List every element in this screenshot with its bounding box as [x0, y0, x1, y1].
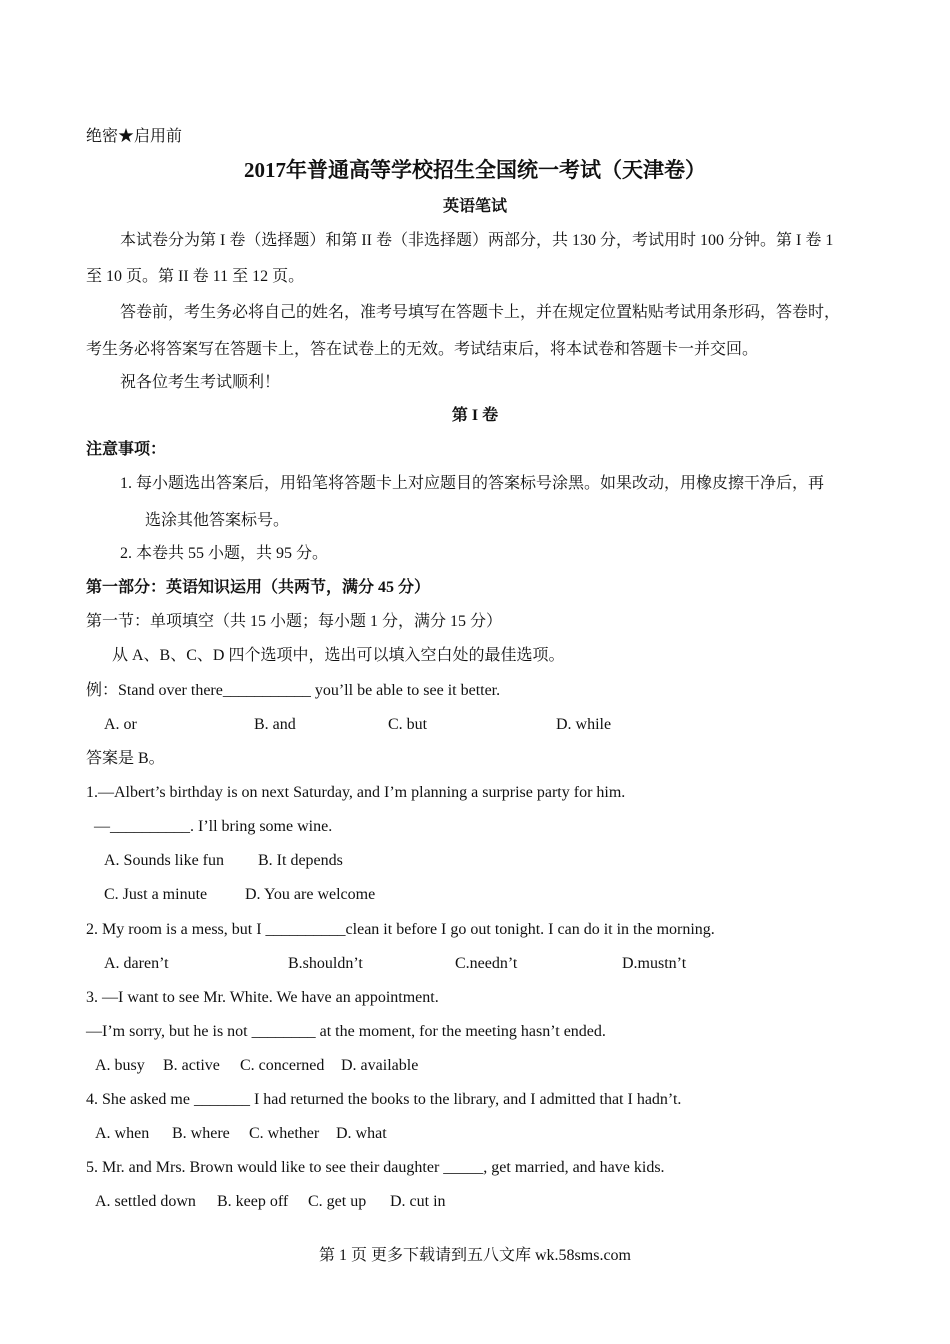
question-1-option-b: B. It depends [258, 852, 343, 869]
question-3-option-b: B. active [163, 1057, 220, 1074]
volume-title: 第 I 卷 [451, 407, 499, 424]
secrecy-label: 绝密★启用前 [86, 128, 183, 145]
question-1-option-d: D. You are welcome [245, 886, 376, 903]
question-3-option-a: A. busy [95, 1057, 145, 1074]
question-3-line-2: —I’m sorry, but he is not ________ at the moment, for the meeting hasn’t ended. [86, 1023, 606, 1040]
question-3-option-c: C. concerned [240, 1057, 325, 1074]
question-5-option-a: A. settled down [95, 1193, 196, 1210]
intro-paragraph-2-line-1: 答卷前，考生务必将自己的姓名，准考号填写在答题卡上，并在规定位置粘贴考试用条形码，答卷时， [120, 304, 841, 321]
example-option-d: D. while [556, 716, 612, 733]
notes-item-1-line-2: 选涂其他答案标号。 [145, 512, 290, 529]
question-5-line-1: 5. Mr. and Mrs. Brown would like to see their daughter _____, get married, and have kids. [86, 1159, 665, 1176]
question-2-option-c: C.needn’t [455, 955, 518, 972]
question-4-line-1: 4. She asked me _______ I had returned the books to the library, and I admitted that I hadn’t. [86, 1091, 682, 1108]
question-5-option-c: C. get up [308, 1193, 367, 1210]
question-4-option-c: C. whether [249, 1125, 320, 1142]
page-footer: 第 1 页 更多下载请到五八文库 wk.58sms.com [318, 1247, 631, 1264]
example-option-c: C. but [388, 716, 428, 733]
section-1-instruction: 从 A、B、C、D 四个选项中，选出可以填入空白处的最佳选项。 [112, 647, 565, 664]
question-2-line-1: 2. My room is a mess, but I __________clean it before I go out tonight. I can do it in the morning. [86, 921, 715, 938]
intro-paragraph-1-line-1: 本试卷分为第 I 卷（选择题）和第 II 卷（非选择题）两部分，共 130 分，考试用时 100 分钟。第 I 卷 1 [120, 232, 834, 249]
section-1-heading: 第一节：单项填空（共 15 小题；每小题 1 分，满分 15 分） [86, 613, 503, 630]
question-5-option-d: D. cut in [390, 1193, 446, 1210]
question-2-option-d: D.mustn’t [622, 955, 687, 972]
page-title: 2017年普通高等学校招生全国统一考试（天津卷） [244, 158, 706, 182]
part-1-heading: 第一部分：英语知识运用（共两节，满分 45 分） [86, 579, 431, 596]
question-4-option-b: B. where [172, 1125, 230, 1142]
question-4-option-a: A. when [95, 1125, 150, 1142]
question-1-option-a: A. Sounds like fun [104, 852, 224, 869]
example-option-a: A. or [104, 716, 137, 733]
notes-item-1-line-1: 1. 每小题选出答案后，用铅笔将答题卡上对应题目的答案标号涂黑。如果改动，用橡皮擦干净后，再 [120, 475, 825, 492]
example-answer: 答案是 B。 [86, 750, 165, 767]
question-1-option-c: C. Just a minute [104, 886, 208, 903]
question-4-option-d: D. what [336, 1125, 387, 1142]
question-2-option-b: B.shouldn’t [288, 955, 363, 972]
question-5-option-b: B. keep off [217, 1193, 289, 1210]
question-1-line-2: —__________. I’ll bring some wine. [94, 818, 333, 835]
notes-heading: 注意事项： [86, 441, 167, 458]
intro-wishes: 祝各位考生考试顺利！ [120, 374, 281, 391]
question-3-option-d: D. available [341, 1057, 419, 1074]
example-option-b: B. and [254, 716, 296, 733]
question-1-line-1: 1.—Albert’s birthday is on next Saturday, and I’m planning a surprise party for him. [86, 784, 626, 801]
paper-subtitle: 英语笔试 [442, 198, 507, 215]
example-stem: 例：Stand over there___________ you’ll be able to see it better. [86, 682, 501, 699]
question-3-line-1: 3. —I want to see Mr. White. We have an appointment. [86, 989, 439, 1006]
question-2-option-a: A. daren’t [104, 955, 169, 972]
notes-item-2: 2. 本卷共 55 小题，共 95 分。 [120, 545, 329, 562]
intro-paragraph-1-line-2: 至 10 页。第 II 卷 11 至 12 页。 [86, 268, 305, 285]
intro-paragraph-2-line-2: 考生务必将答案写在答题卡上，答在试卷上的无效。考试结束后，将本试卷和答题卡一并交回。 [86, 341, 759, 358]
